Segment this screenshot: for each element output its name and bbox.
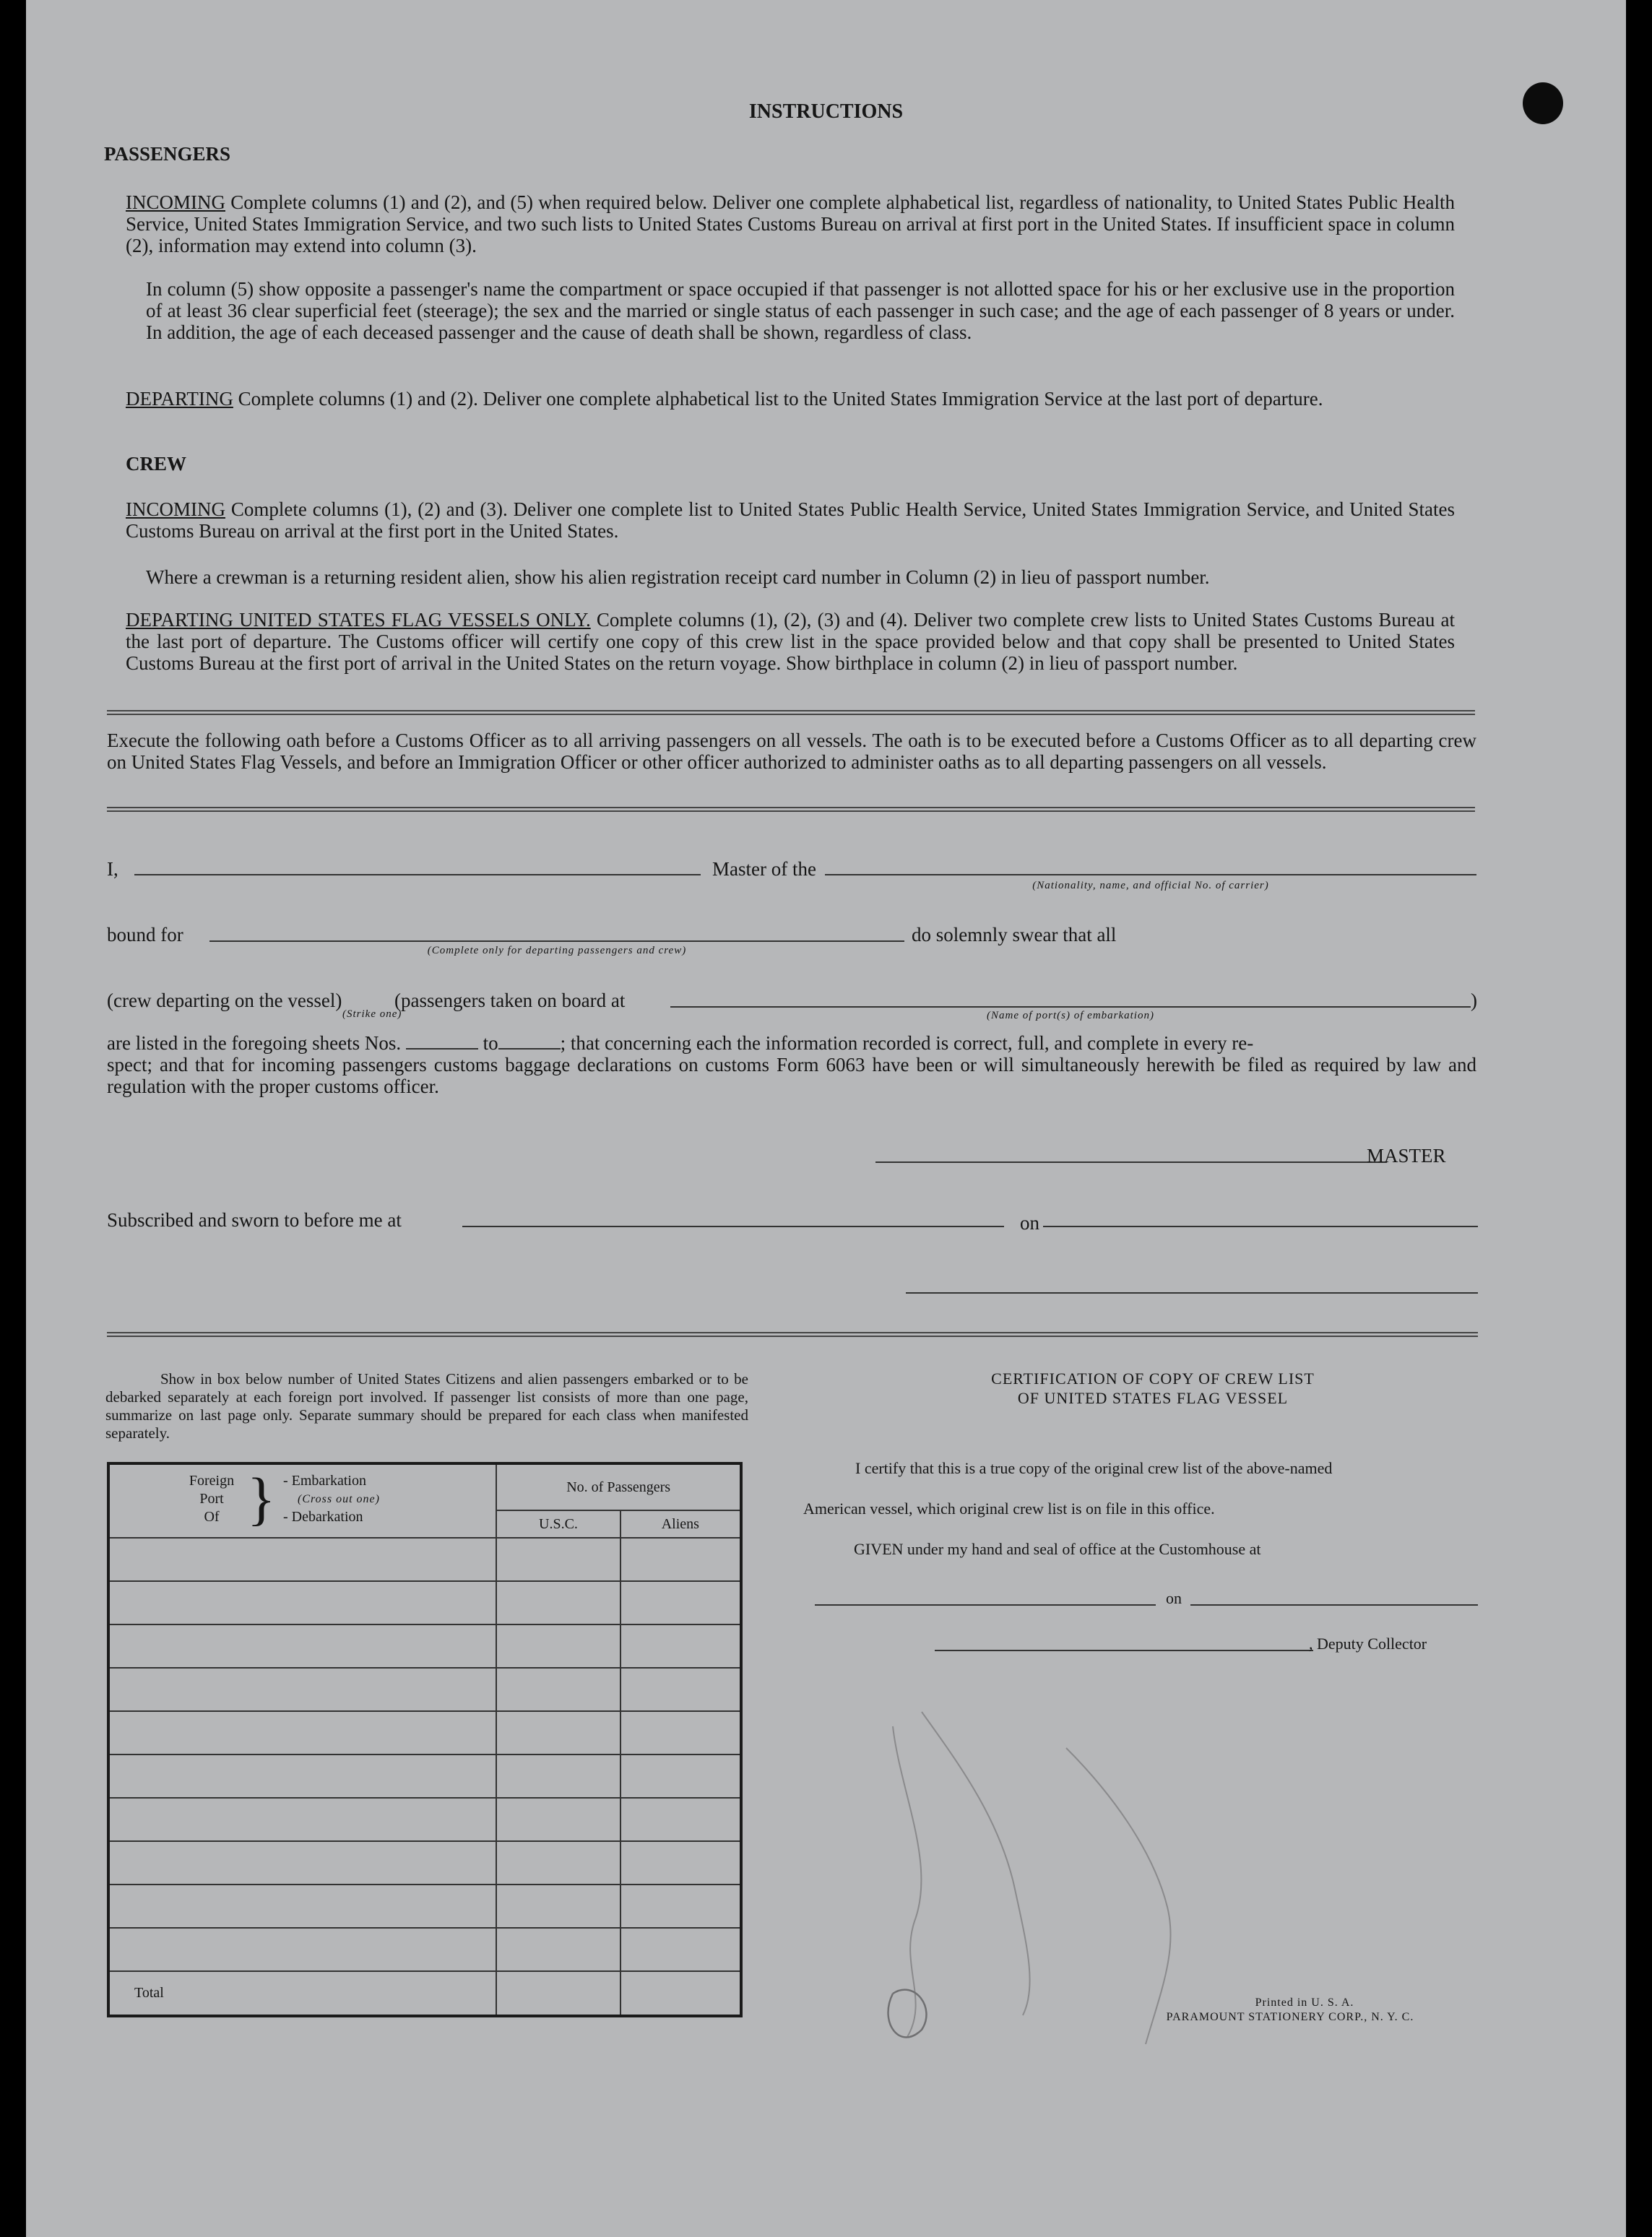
passengers-incoming-label: INCOMING	[126, 191, 225, 213]
passengers-incoming-text: Complete columns (1) and (2), and (5) when required below. Deliver one complete alphabetical list, regardless of nationality, to United States Public Health Service, United States Immigration Service, and two such lists to United States Customs Bureau on arrival at first port in the United States. If insufficient space in column (2), information may extend into column (3).	[126, 191, 1456, 256]
port-cell[interactable]	[108, 1711, 496, 1754]
port-cell[interactable]	[108, 1798, 496, 1841]
sheet-to-field[interactable]	[498, 1035, 561, 1050]
total-label: Total	[108, 1971, 496, 2016]
port-cell[interactable]	[108, 1885, 496, 1928]
aliens-header: Aliens	[620, 1510, 741, 1538]
customhouse-field[interactable]	[815, 1604, 1156, 1606]
summary-row	[108, 1754, 741, 1798]
port-cell[interactable]	[108, 1581, 496, 1624]
port-cell[interactable]	[108, 1928, 496, 1971]
passengers-departing-text: Complete columns (1) and (2). Deliver one complete alphabetical list to the United States Immigration Service at the last port of departure.	[238, 388, 1323, 410]
listed-label: are listed in the foregoing sheets Nos.	[107, 1032, 402, 1054]
crew-departing-label: DEPARTING UNITED STATES FLAG VESSELS ONLY.	[126, 609, 591, 631]
certification-title	[828, 1369, 1478, 1408]
certify-line1: I certify that this is a true copy of the original crew list of the above-named	[855, 1459, 1333, 1477]
of-label: Of	[204, 1509, 220, 1525]
crew-incoming-paragraph	[126, 498, 1455, 542]
listed-line	[107, 1032, 1253, 1054]
port-header-cell	[108, 1463, 496, 1538]
no-of-passengers-header: No. of Passengers	[496, 1463, 741, 1510]
summary-row	[108, 1538, 741, 1581]
subscribed-label: Subscribed and sworn to before me at	[107, 1209, 402, 1231]
foreign-label: Foreign	[189, 1473, 235, 1489]
summary-row	[108, 1928, 741, 1971]
listed-text-a: ; that concerning each the information recorded is correct, full, and complete in every re-	[560, 1032, 1254, 1054]
bound-for-field[interactable]	[209, 940, 904, 942]
brace-icon: }	[247, 1466, 276, 1531]
scribble-stroke	[922, 1712, 1030, 2015]
aliens-cell[interactable]	[620, 1538, 741, 1581]
usc-cell[interactable]	[496, 1668, 620, 1711]
usc-header: U.S.C.	[496, 1510, 620, 1538]
carrier-caption: (Nationality, name, and official No. of carrier)	[1032, 880, 1269, 891]
port-label: Port	[199, 1491, 224, 1507]
port-cell[interactable]	[108, 1538, 496, 1581]
subscribed-date-field[interactable]	[1043, 1226, 1478, 1227]
certify-line2: American vessel, which original crew list is on file in this office.	[803, 1500, 1215, 1518]
summary-instructions: Show in box below number of United States Citizens and alien passengers embarked or to be debarked separately at each foreign port involved. If passenger list consists of more than one page, summarize on last page only. Separate summary should be prepared for each class when manifested separately.	[105, 1370, 748, 1442]
subscribed-place-field[interactable]	[462, 1226, 1004, 1227]
usc-cell[interactable]	[496, 1754, 620, 1798]
port-caption: (Name of port(s) of embarkation)	[987, 1010, 1154, 1021]
aliens-cell[interactable]	[620, 1624, 741, 1668]
scribble-stroke	[888, 1990, 927, 2038]
port-cell[interactable]	[108, 1841, 496, 1885]
crew-departing-paragraph	[126, 609, 1455, 674]
carrier-field[interactable]	[825, 874, 1476, 875]
deputy-collector-label: , Deputy Collector	[1309, 1635, 1427, 1653]
usc-cell[interactable]	[496, 1624, 620, 1668]
usc-cell[interactable]	[496, 1885, 620, 1928]
certification-date-field[interactable]	[1190, 1604, 1478, 1606]
crew-heading: CREW	[126, 453, 187, 475]
passengers-departing-label: DEPARTING	[126, 388, 233, 410]
summary-row	[108, 1668, 741, 1711]
summary-row	[108, 1581, 741, 1624]
sheet-from-field[interactable]	[406, 1035, 478, 1050]
aliens-cell[interactable]	[620, 1841, 741, 1885]
crew-resident-alien-paragraph: Where a crewman is a returning resident alien, show his alien registration receipt card number in Column (2) in lieu of passport number.	[146, 566, 1210, 588]
master-label: MASTER	[1367, 1145, 1446, 1167]
given-text: GIVEN under my hand and seal of office at the Customhouse at	[854, 1540, 1261, 1558]
usc-cell[interactable]	[496, 1581, 620, 1624]
cross-out-caption: (Cross out one)	[298, 1493, 380, 1505]
crew-departing-option: (crew departing on the vessel)	[107, 990, 342, 1011]
aliens-cell[interactable]	[620, 1928, 741, 1971]
summary-row	[108, 1624, 741, 1668]
bound-for-label: bound for	[107, 924, 183, 946]
passengers-column5-paragraph: In column (5) show opposite a passenger's name the compartment or space occupied if that passenger is not allotted space for his or her exclusive use in the proportion of at least 36 clear superficial feet (steerage); the sex and the married or single status of each passenger in such case; and the age of each passenger of 8 years or under. In addition, the age of each deceased passenger and the cause of death shall be shown, regardless of class.	[146, 278, 1455, 343]
port-cell[interactable]	[108, 1624, 496, 1668]
master-name-field[interactable]	[134, 874, 701, 875]
usc-cell[interactable]	[496, 1841, 620, 1885]
to-label: to	[483, 1032, 498, 1054]
passengers-incoming-paragraph	[126, 191, 1455, 256]
summary-row	[108, 1798, 741, 1841]
printer-line2: PARAMOUNT STATIONERY CORP., N. Y. C.	[1166, 2011, 1414, 2023]
aliens-cell[interactable]	[620, 1668, 741, 1711]
crew-incoming-text: Complete columns (1), (2) and (3). Deliver one complete list to United States Public Health Service, United States Immigration Service, and United States Customs Bureau on arrival at the first port in the United States.	[126, 498, 1456, 542]
passenger-summary-table	[107, 1462, 743, 2017]
certification-title-line2: OF UNITED STATES FLAG VESSEL	[1017, 1389, 1289, 1407]
pencil-scribble	[849, 1705, 1254, 2080]
aliens-cell[interactable]	[620, 1711, 741, 1754]
usc-cell[interactable]	[496, 1798, 620, 1841]
port-cell[interactable]	[108, 1668, 496, 1711]
summary-row	[108, 1711, 741, 1754]
deputy-signature-field[interactable]	[935, 1650, 1313, 1651]
crew-departing-text: Complete columns (1), (2), (3) and (4). Deliver two complete crew lists to United States Customs Bureau at the last port of departure. The Customs officer will certify one copy of this crew list in the space provided below and that copy shall be presented to United States Customs Bureau at the first port of arrival in the United States on the return voyage. Show birthplace in column (2) in lieu of passport number.	[126, 609, 1455, 674]
summary-rows	[108, 1538, 741, 1971]
crew-incoming-label: INCOMING	[126, 498, 225, 520]
usc-cell[interactable]	[496, 1928, 620, 1971]
master-signature-field[interactable]	[875, 1161, 1387, 1163]
scribble-stroke	[1066, 1748, 1171, 2044]
usc-cell[interactable]	[496, 1711, 620, 1754]
close-paren: )	[1471, 990, 1477, 1011]
oath-instructions: Execute the following oath before a Customs Officer as to all arriving passengers on all vessels. The oath is to be executed before a Customs Officer as to all departing crew on United States Flag Vessels, and before an Immigration Officer or other officer authorized to administer oaths as to all departing passengers on all vessels.	[107, 730, 1476, 773]
total-usc-cell[interactable]	[496, 1971, 620, 2016]
total-aliens-cell[interactable]	[620, 1971, 741, 2016]
section-divider	[107, 1332, 1478, 1337]
aliens-cell[interactable]	[620, 1885, 741, 1928]
oath-i-label: I,	[107, 858, 118, 880]
printer-line1: Printed in U. S. A.	[1255, 1996, 1354, 2009]
master-of-label: Master of the	[712, 858, 816, 880]
aliens-cell[interactable]	[620, 1754, 741, 1798]
strike-caption: (Strike one)	[342, 1008, 402, 1020]
passengers-heading: PASSENGERS	[104, 143, 231, 165]
page-title: INSTRUCTIONS	[748, 100, 904, 123]
section-divider	[107, 710, 1475, 715]
document-page	[26, 0, 1626, 2237]
summary-row	[108, 1841, 741, 1885]
summary-row	[108, 1885, 741, 1928]
subscribed-on-label: on	[1020, 1212, 1039, 1234]
section-divider	[107, 807, 1475, 812]
bound-for-caption: (Complete only for departing passengers and crew)	[427, 945, 687, 956]
port-cell[interactable]	[108, 1754, 496, 1798]
aliens-cell[interactable]	[620, 1581, 741, 1624]
total-row	[108, 1971, 741, 2016]
swear-label: do solemnly swear that all	[912, 924, 1117, 946]
certification-on-label: on	[1166, 1589, 1182, 1607]
officer-signature-field[interactable]	[906, 1292, 1478, 1294]
aliens-cell[interactable]	[620, 1798, 741, 1841]
debarkation-label: - Debarkation	[283, 1509, 363, 1525]
certification-title-line1: CERTIFICATION OF COPY OF CREW LIST	[991, 1370, 1315, 1388]
listed-text-b: spect; and that for incoming passengers customs baggage declarations on customs Form 6063 have been or will simultaneously herewith be filed as required by law and regulation with the proper customs officer.	[107, 1054, 1476, 1097]
usc-cell[interactable]	[496, 1538, 620, 1581]
embarkation-port-field[interactable]	[670, 1006, 1471, 1008]
passengers-departing-paragraph	[126, 388, 1455, 410]
passengers-option: (passengers taken on board at	[394, 990, 626, 1011]
embarkation-label: - Embarkation	[283, 1473, 366, 1489]
punch-hole-mark	[1523, 82, 1563, 124]
